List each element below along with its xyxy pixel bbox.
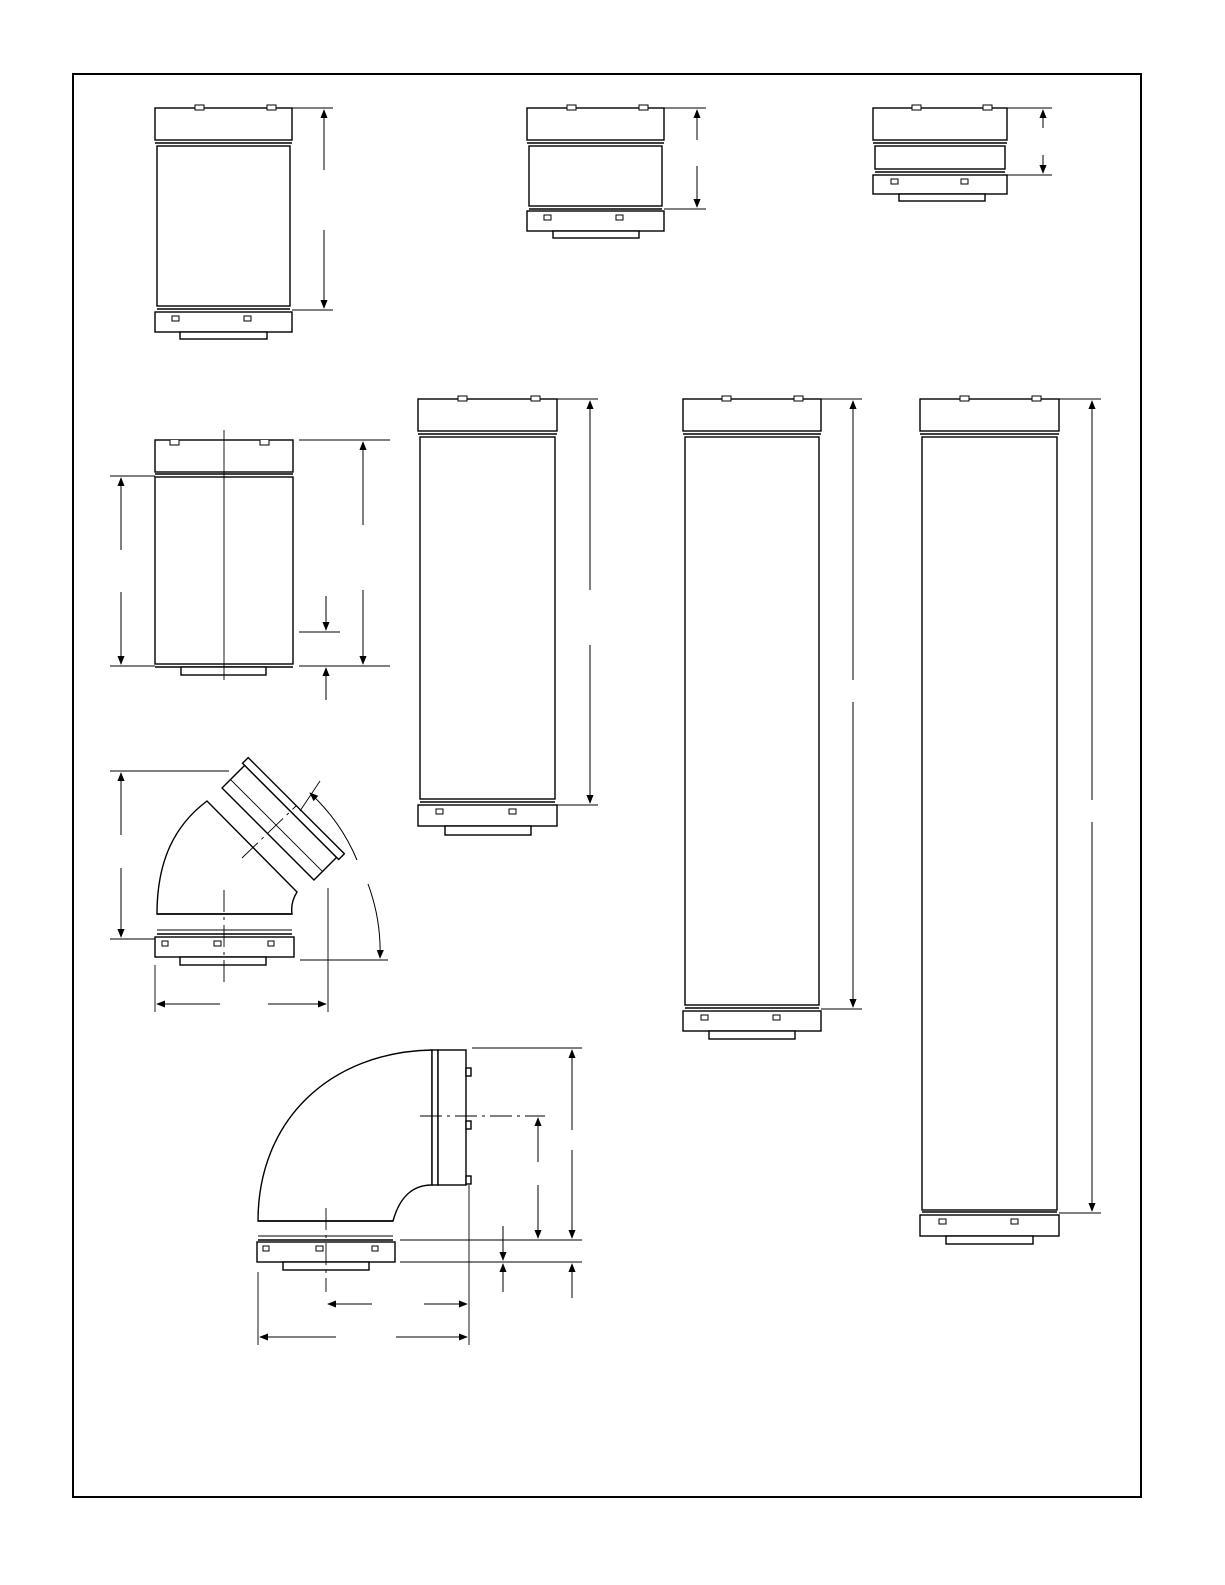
- pipe-short-a: [155, 105, 333, 339]
- pipe-long-c: [920, 396, 1101, 1244]
- pipe-short-b: [527, 105, 706, 238]
- elbow-90: [257, 1048, 582, 1345]
- pipe-short-c: [873, 105, 1052, 201]
- pipe-adjustable: [110, 430, 390, 700]
- pipe-long-b: [683, 396, 862, 1039]
- pipe-long-a: [418, 396, 598, 835]
- elbow-45: [110, 758, 388, 1012]
